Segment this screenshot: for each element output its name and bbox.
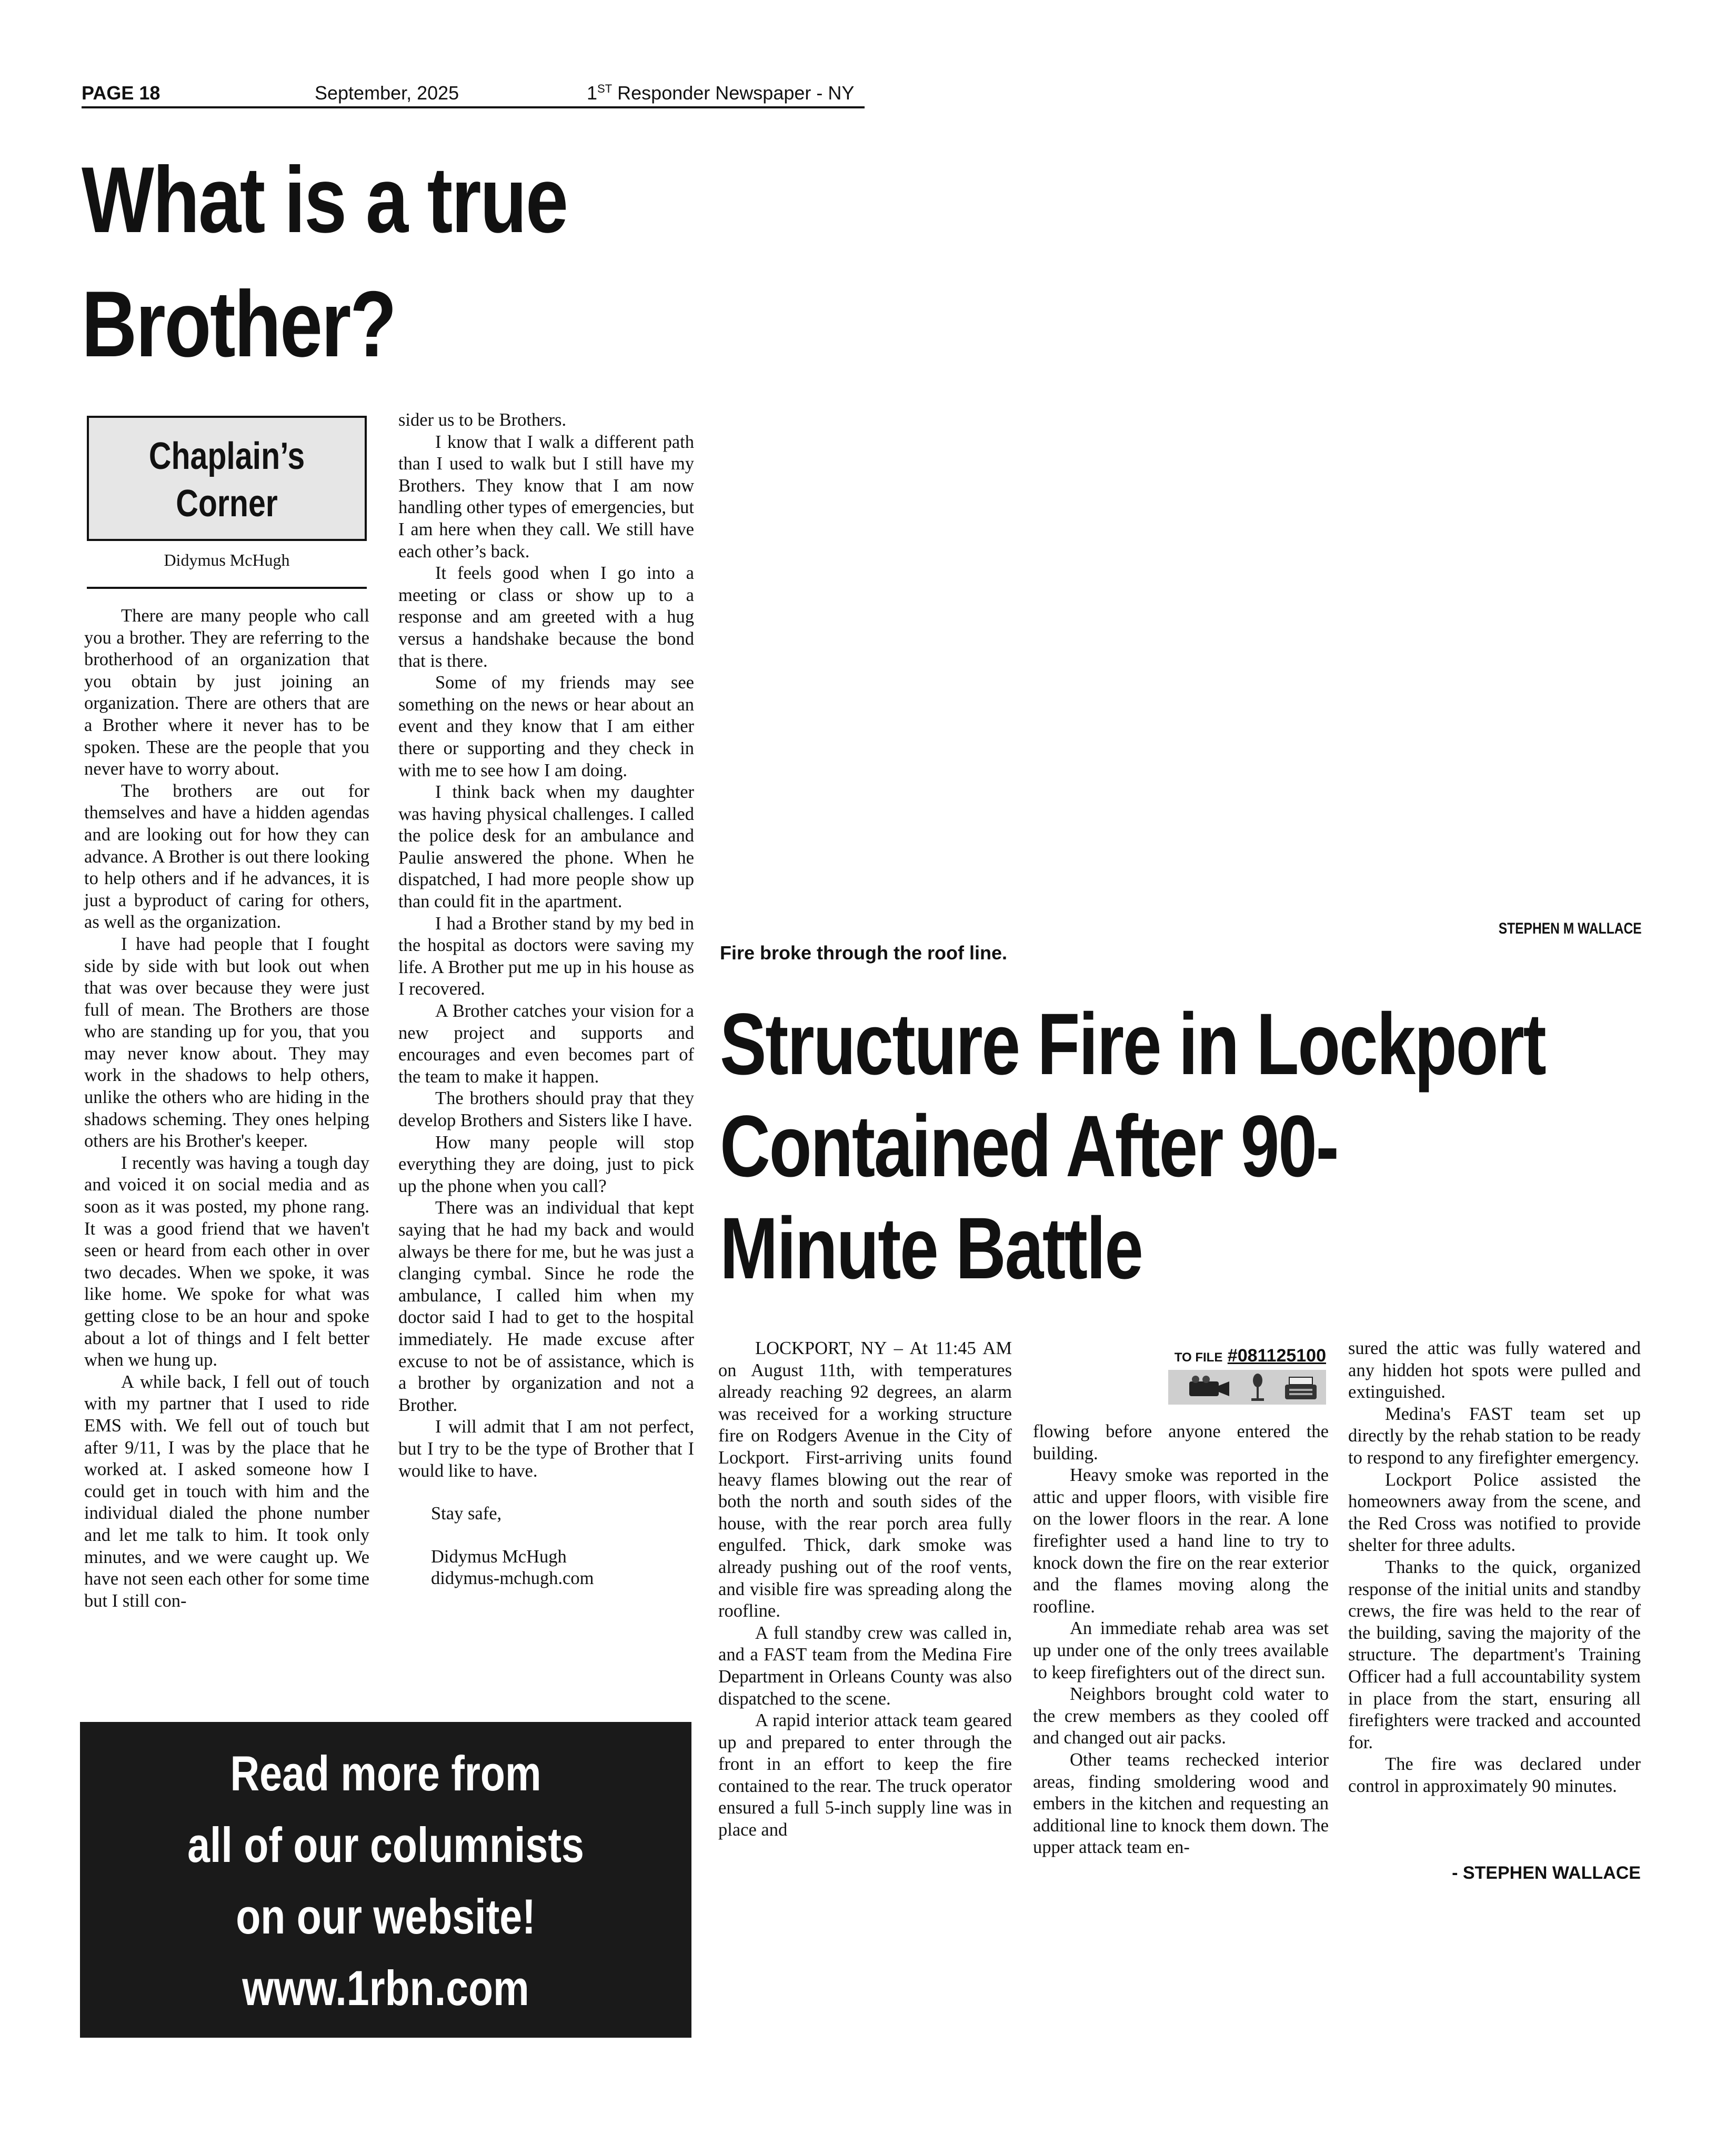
- fire-headline-line-2: Contained After 90-: [720, 1098, 1338, 1195]
- fire-headline-line-3: Minute Battle: [720, 1200, 1142, 1297]
- signature-name: Didymus McHugh: [431, 1546, 567, 1567]
- website-promo-box: [80, 1722, 691, 2038]
- paragraph: How many people will stop everything they are doing, just to pick up the phone when you call?: [398, 1132, 694, 1196]
- paragraph: I will admit that I am not perfect, but I try to be the type of Brother that I would like to have.: [398, 1417, 694, 1481]
- paragraph: Thanks to the quick, organized response of the initial units and standby crews, the fire was held to the rear of the building, saving the majority of the structure. The department's Training Officer had a full accountability system in place from the start, ensuring all firefighters were tracked and accounted for.: [1348, 1557, 1641, 1752]
- paragraph: An immediate rehab area was set up under one of the only trees available to keep firefighters out of the direct sun.: [1033, 1618, 1329, 1682]
- microphone-icon: [1251, 1374, 1264, 1401]
- paragraph: Some of my friends may see something on the news or hear about an event and they know that I am either there or supporting and they check in with me to see how I am doing.: [398, 673, 694, 780]
- paragraph: I know that I walk a different path than I used to walk but I still have my Brothers. They know that I am now handling other types of emergencies, but I am here when they call. We still have each other’s back.: [398, 432, 694, 562]
- newspaper-name-num: 1: [587, 82, 598, 104]
- column-headline-line-1: What is a true: [82, 147, 567, 252]
- signature-website: didymus-mchugh.com: [431, 1568, 594, 1589]
- newspaper-name-rest: Responder Newspaper - NY: [612, 82, 855, 104]
- paragraph: Lockport Police assisted the homeowners away from the scene, and the Red Cross was notified to provide shelter for three adults.: [1348, 1469, 1641, 1556]
- column-headline-line-2: Brother?: [82, 272, 396, 376]
- paragraph: A while back, I fell out of touch with my partner that I used to ride EMS with. We fell out of touch but after 9/11, I was by the place that he worked at. I asked someone how I could get in touch with him and the individual dialed the phone number and let me talk to him. It took only minutes, and we were caught up. We have not seen each other for some time but I still con-: [84, 1371, 369, 1611]
- paragraph: A Brother catches your vision for a new project and supports and encourages and even becomes part of the team to make it happen.: [398, 1001, 694, 1087]
- page-header: [82, 79, 865, 108]
- chaplains-corner-line-1: Chaplain’s: [148, 435, 305, 477]
- to-file-number: #081125100: [1227, 1346, 1326, 1366]
- promo-line-1: Read more from: [230, 1746, 541, 1801]
- paragraph-continued: sured the attic was fully watered and any hidden hot spots were pulled and extinguished.: [1348, 1338, 1641, 1402]
- paragraph: Other teams rechecked interior areas, finding smoldering wood and embers in the kitchen and requesting an additional line to knock them down. The upper attack team en-: [1033, 1749, 1329, 1858]
- closing-line: Stay safe,: [431, 1504, 502, 1524]
- to-file-label-text: TO FILE: [1174, 1350, 1223, 1365]
- paragraph: There was an individual that kept saying that he had my back and would always be there for me, but he was just a clanging cymbal. Since he rode the ambulance, I called him when my doctor said I had to get to the hospital immediately. He made excuse after excuse to not be of assistance, which is a brother by organization and not a Brother.: [398, 1198, 694, 1415]
- photo-credit: [1368, 920, 1642, 938]
- paragraph: A full standby crew was called in, and a FAST team from the Medina Fire Department in Orleans County was also dispatched to the scene.: [718, 1622, 1012, 1709]
- column-headline: [82, 138, 591, 386]
- paragraph: It feels good when I go into a meeting or class or show up to a response and am greeted with a hug versus a handshake because the bond that is there.: [398, 563, 694, 671]
- fire-headline: [720, 994, 1663, 1300]
- paragraph: I have had people that I fought side by side with but look out when that was over because they were just full of mean. The Brothers are those who are standing up for you, that you may never know about. They may work in the shadows to help others, unlike the others who are hiding in the shadows scheming. They ones helping others are his Brother's keeper.: [84, 934, 369, 1151]
- paragraph: I had a Brother stand by my bed in the hospital as doctors were saving my life. A Brother put me up in his house as I recovered.: [398, 913, 694, 999]
- paragraph: The brothers should pray that they develop Brothers and Sisters like I have.: [398, 1088, 694, 1130]
- promo-website-link[interactable]: www.1rbn.com: [242, 1960, 529, 2016]
- chaplains-corner-box: [87, 416, 367, 541]
- paragraph: LOCKPORT, NY – At 11:45 AM on August 11th, with temperatures already reaching 92 degrees, an alarm was received for a working structure fire on Rodgers Avenue in the City of Lockport. First-arriving units found heavy flames blowing out the rear of both the north and south sides of the house, with the rear porch area fully engulfed. Thick, dark smoke was already pushing out of the roof vents, and visible fire was spreading along the roofline.: [718, 1338, 1012, 1621]
- paragraph: The fire was declared under control in approximately 90 minutes.: [1348, 1754, 1641, 1796]
- promo-line-2: all of our columnists: [187, 1817, 584, 1872]
- paragraph-continued: sider us to be Brothers.: [398, 410, 567, 430]
- paragraph: I recently was having a tough day and voiced it on social media and as soon as it was posted, my phone rang. It was a good friend that we haven't seen or heard from each other in over two decades. When we spoke, it was like home. We spoke for what was getting close to be an hour and spoke about a lot of things and I felt better when we hung up.: [84, 1153, 369, 1370]
- fire-byline: - STEPHEN WALLACE: [1452, 1863, 1641, 1883]
- column-divider: [87, 587, 367, 589]
- issue-date: September, 2025: [315, 82, 459, 104]
- to-file-icons: [1168, 1370, 1326, 1405]
- paragraph: Heavy smoke was reported in the attic and upper floors, with visible fire on the lower floors in the rear. A lone firefighter used a hand line to try to knock down the fire on the rear exterior and the flames moving along the roofline.: [1033, 1465, 1329, 1617]
- typewriter-icon: [1285, 1377, 1317, 1399]
- paragraph: There are many people who call you a brother. They are referring to the brotherhood of an organization that you obtain by just joining an organization. There are others that are a Brother where it never has to be spoken. These are the people that you never have to worry about.: [84, 606, 369, 779]
- paragraph-continued: flowing before anyone entered the building.: [1033, 1421, 1329, 1464]
- fire-column-e: [1348, 1338, 1641, 1797]
- page-number: PAGE 18: [82, 82, 160, 104]
- column-text-b: [398, 409, 694, 1590]
- column-author: Didymus McHugh: [164, 550, 290, 569]
- promo-line-3: on our website!: [236, 1889, 536, 1944]
- fire-column-d: [1033, 1421, 1329, 1859]
- paragraph: I think back when my daughter was having physical challenges. I called the police desk for an ambulance and Paulie answered the phone. When he dispatched, I had more people show up than could fit in the apartment.: [398, 782, 694, 912]
- to-file-label: [1168, 1346, 1326, 1366]
- to-file-badge: [1168, 1346, 1326, 1394]
- fire-column-c: [718, 1338, 1012, 1841]
- paragraph: The brothers are out for themselves and have a hidden agendas and are looking out for how they can advance. A Brother is out there looking to help others and if he advances, it is just a byproduct of caring for others, as well as the organization.: [84, 780, 369, 933]
- photo-caption: Fire broke through the roof line.: [720, 942, 1008, 964]
- photo-credit-text: STEPHEN M WALLACE: [1499, 920, 1642, 937]
- paragraph: A rapid interior attack team geared up and prepared to enter through the front in an effort to keep the fire contained to the rear. The truck operator ensured a full 5-inch supply line was in place and: [718, 1710, 1012, 1840]
- newspaper-name-sup: ST: [597, 82, 613, 95]
- paragraph: Neighbors brought cold water to the crew members as they cooled off and changed out air packs.: [1033, 1684, 1329, 1748]
- chaplains-corner-line-2: Corner: [176, 483, 278, 525]
- fire-headline-line-1: Structure Fire in Lockport: [720, 996, 1546, 1093]
- paragraph: Medina's FAST team set up directly by the rehab station to be ready to respond to any firefighter emergency.: [1348, 1404, 1641, 1468]
- video-camera-icon: [1189, 1376, 1229, 1396]
- newspaper-name: [587, 82, 854, 104]
- column-text-a: [84, 605, 369, 1612]
